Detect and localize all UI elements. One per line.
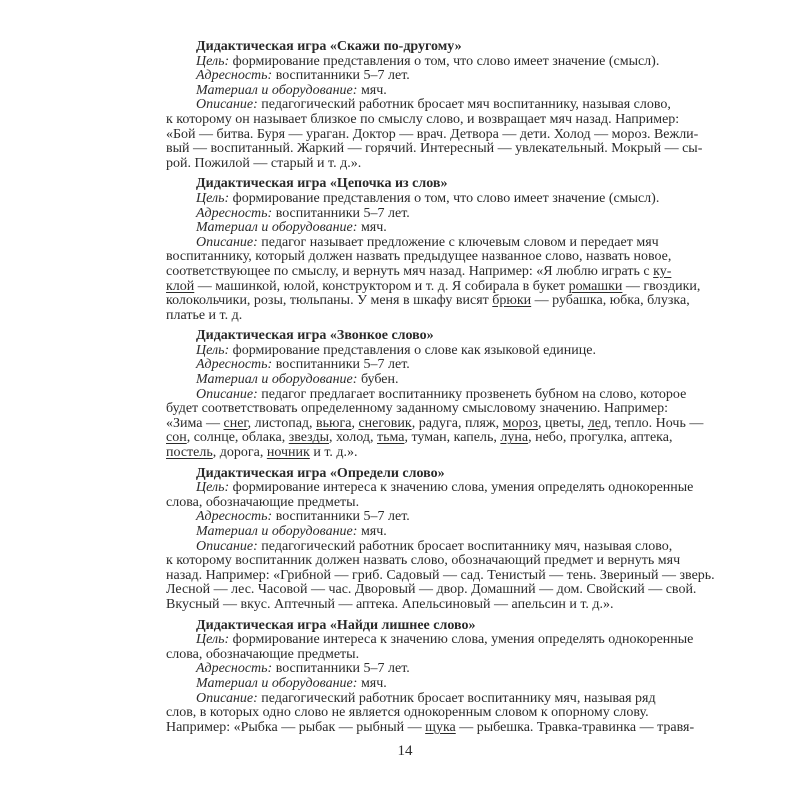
description-text: педагогический работник бросает воспитаннику мяч, называя слово, <box>261 538 673 554</box>
underlined-word: постель <box>166 445 213 461</box>
description-text: педагогический работник бросает мяч воспитаннику, называя слово, <box>261 97 671 113</box>
address-text: воспитанники 5–7 лет. <box>275 68 410 84</box>
description-text: вый — воспитанный. Жаркий — горячий. Интересный — увлекательный. Мокрый — сы- <box>166 141 703 157</box>
description-line <box>166 705 649 721</box>
description-text: , цветы, <box>537 415 588 431</box>
goal-line <box>166 496 644 511</box>
underlined-word: брюки <box>492 293 532 309</box>
game-title: Дидактическая игра «Скажи по-другому» <box>196 39 462 54</box>
game-sections <box>166 39 715 735</box>
address-line <box>166 662 644 677</box>
game-title: Дидактическая игра «Звонкое слово» <box>196 328 434 344</box>
description-text: будет соответствовать определенному заданному смысловому значению. Например: <box>166 401 669 417</box>
address-label: Адресность: <box>196 205 273 221</box>
description-text: , листопад, <box>247 415 317 431</box>
address-line <box>166 358 644 373</box>
goal-line <box>166 53 660 70</box>
goal-label: Цель: <box>196 480 230 496</box>
description-line <box>166 446 644 461</box>
address-text: воспитанники 5–7 лет. <box>275 661 410 677</box>
description-text: «Зима — <box>166 415 224 431</box>
goal-line <box>166 648 644 663</box>
description-text: Вкусный — вкус. Аптечный — аптека. Апельсиновый — апельсин и т. д.». <box>166 596 614 612</box>
description-text: рой. Пожилой — старый и т. д.». <box>166 155 362 171</box>
description-text: педагог предлагает воспитаннику прозвенеть бубном на слово, которое <box>261 386 687 402</box>
description-line <box>166 97 671 113</box>
document-page <box>166 39 715 760</box>
description-text: , холод, <box>328 430 377 446</box>
underlined-word: вьюга <box>316 415 352 431</box>
game-section <box>166 328 704 461</box>
goal-line <box>166 344 644 359</box>
description-text: Лесной — лес. Часовой — час. Дворовый — двор. Домашний — дом. Свойский — свой. <box>166 582 697 598</box>
description-text: , <box>351 415 359 431</box>
description-line <box>166 430 673 446</box>
material-label: Материал и оборудование: <box>196 82 358 98</box>
description-text: , солнце, облака, <box>186 430 289 446</box>
material-label: Материал и оборудование: <box>196 675 358 691</box>
underlined-word: щука <box>425 719 456 735</box>
description-text: педагогический работник бросает воспитаннику мяч, называя ряд <box>261 690 656 706</box>
underlined-word: лед <box>587 415 608 431</box>
description-line <box>166 309 644 324</box>
material-label: Материал и оборудование: <box>196 372 358 388</box>
description-line <box>166 141 703 157</box>
description-text: платье и т. д. <box>166 307 243 323</box>
description-text: слов, в которых одно слово не является однокоренным словом к опорному слову. <box>166 705 649 721</box>
description-line <box>166 249 672 265</box>
description-text: , дорога, <box>212 445 267 461</box>
material-label: Материал и оборудование: <box>196 220 358 236</box>
address-line <box>166 207 644 222</box>
description-text: — рубашка, юбка, блузка, <box>531 293 690 309</box>
underlined-word: ночник <box>266 445 310 461</box>
description-line <box>166 415 704 432</box>
material-line <box>166 677 644 692</box>
address-label: Адресность: <box>196 357 273 373</box>
game-section <box>166 176 701 323</box>
address-line <box>166 69 644 84</box>
address-text: воспитанники 5–7 лет. <box>275 205 410 221</box>
goal-label: Цель: <box>196 632 230 648</box>
goal-text: формирование представления о том, что слово имеет значение (смысл). <box>232 190 660 206</box>
material-line <box>166 525 644 540</box>
description-line <box>166 386 687 403</box>
underlined-word: тьма <box>376 430 405 446</box>
underlined-word: мороз <box>502 415 538 431</box>
underlined-word: клой <box>166 278 195 294</box>
underlined-word: снег <box>223 415 248 431</box>
goal-text: формирование интереса к значению слова, умения определять однокоренные <box>232 480 694 496</box>
description-text: педагог называет предложение с ключевым словом и передает мяч <box>261 234 659 250</box>
underlined-word: звезды <box>288 430 329 446</box>
material-text: мяч. <box>360 524 387 539</box>
description-line <box>166 598 644 613</box>
description-text: — машинкой, юлой, конструктором и т. д. Я собирала в букет <box>194 278 569 294</box>
goal-text: формирование представления о том, что слово имеет значение (смысл). <box>232 53 660 69</box>
goal-line <box>166 480 694 496</box>
material-label: Материал и оборудование: <box>196 524 358 539</box>
goal-label: Цель: <box>196 53 230 69</box>
description-text: — рыбешка. Травка-травинка — травя- <box>455 719 695 735</box>
description-line <box>166 111 680 128</box>
underlined-word: луна <box>500 430 529 446</box>
material-text: мяч. <box>360 675 387 691</box>
goal-line <box>166 632 694 648</box>
address-line <box>166 510 644 525</box>
description-line <box>166 582 697 598</box>
description-text: и т. д.». <box>309 445 358 461</box>
description-line <box>166 263 672 280</box>
description-label: Описание: <box>196 97 258 113</box>
material-text: мяч. <box>360 220 387 236</box>
description-text: — гвоздики, <box>622 278 701 294</box>
description-line <box>166 719 695 736</box>
goal-label: Цель: <box>196 342 230 358</box>
description-text: , тепло. Ночь — <box>607 415 704 431</box>
description-text: , радуга, пляж, <box>411 415 503 431</box>
material-line <box>166 221 644 236</box>
description-label: Описание: <box>196 386 258 402</box>
material-line <box>166 84 644 99</box>
description-text: колокольчики, розы, тюльпаны. У меня в шкафу висят <box>166 293 493 309</box>
game-title: Дидактическая игра «Найди лишнее слово» <box>196 617 476 633</box>
description-line <box>166 401 669 417</box>
material-line <box>166 373 644 388</box>
description-line <box>166 567 715 584</box>
description-line <box>166 690 656 707</box>
goal-text: формирование представления о слове как языковой единице. <box>232 342 596 358</box>
underlined-word: ку- <box>653 263 672 279</box>
description-line <box>166 234 659 251</box>
underlined-word: снеговик <box>358 415 412 431</box>
description-text: соответствующее по смыслу, и вернуть мяч назад. Например: «Я люблю играть с <box>166 263 654 279</box>
description-text: назад. Например: «Грибной — гриб. Садовый — сад. Тенистый — тень. Звериный — зверь. <box>166 567 715 583</box>
goal-text: формирование интереса к значению слова, умения определять однокоренные <box>232 632 694 648</box>
address-label: Адресность: <box>196 509 273 525</box>
description-line <box>166 538 673 555</box>
address-text: воспитанники 5–7 лет. <box>275 509 410 525</box>
material-text: мяч. <box>360 82 387 98</box>
description-text: воспитаннику, который должен назвать предыдущее названное слово, назвать новое, <box>166 249 672 265</box>
description-text: , небо, прогулка, аптека, <box>528 430 673 446</box>
goal-text: слова, обозначающие предметы. <box>166 494 360 510</box>
description-text: к которому воспитанник должен назвать слово, обозначающий предмет и вернуть мяч <box>166 553 681 569</box>
description-text: , туман, капель, <box>404 430 501 446</box>
goal-line <box>166 190 660 207</box>
game-section <box>166 465 715 613</box>
description-line <box>166 293 690 309</box>
underlined-word: сон <box>166 430 187 446</box>
material-text: бубен. <box>360 372 399 388</box>
description-line <box>166 278 701 295</box>
address-label: Адресность: <box>196 661 273 677</box>
description-label: Описание: <box>196 234 258 250</box>
address-text: воспитанники 5–7 лет. <box>275 357 410 373</box>
page-number: 14 <box>397 743 413 760</box>
underlined-word: ромашки <box>568 278 623 294</box>
description-label: Описание: <box>196 538 258 554</box>
description-line <box>166 553 681 569</box>
description-text: Например: «Рыбка — рыбак — рыбный — <box>166 719 426 735</box>
game-title: Дидактическая игра «Цепочка из слов» <box>196 176 448 192</box>
description-label: Описание: <box>196 690 258 706</box>
description-text: «Бой — битва. Буря — ураган. Доктор — врач. Детвора — дети. Холод — мороз. Вежли- <box>166 126 699 142</box>
description-line <box>166 126 699 143</box>
address-label: Адресность: <box>196 68 273 84</box>
game-section <box>166 617 695 736</box>
goal-text: слова, обозначающие предметы. <box>166 646 360 662</box>
goal-label: Цель: <box>196 190 230 206</box>
description-line <box>166 157 644 172</box>
description-text: к которому он называет близкое по смыслу слово, и возвращает мяч назад. Например: <box>166 111 680 127</box>
game-title: Дидактическая игра «Определи слово» <box>196 465 445 481</box>
game-section <box>166 39 703 171</box>
